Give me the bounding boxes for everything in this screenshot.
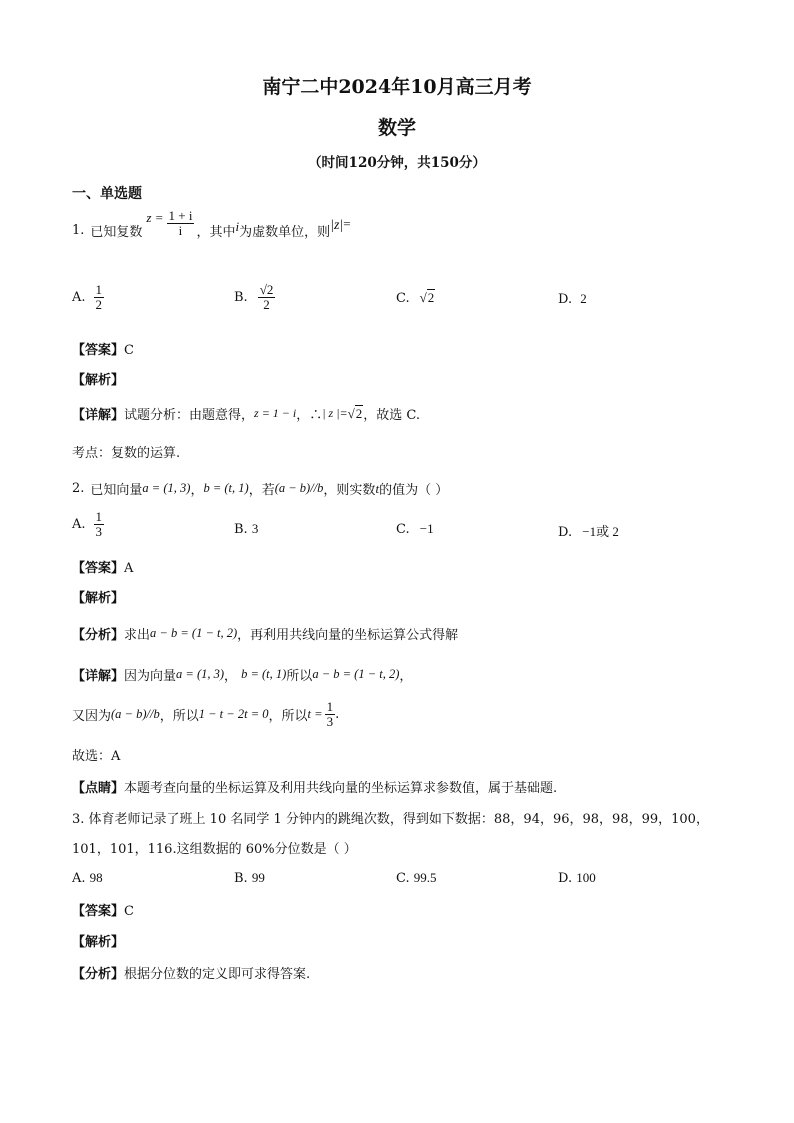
sqrt: √2: [347, 405, 363, 421]
fraction: $\frac{√2}{2}$: [259, 282, 274, 312]
detail-line-2: 又因为 (a − b)//b ，所以 1 − t − 2t = 0 ，所以 t = $\frac{1}{3}$ .: [72, 699, 340, 729]
question-number: 1.: [72, 222, 85, 238]
analysis-tag: 【解析】: [72, 373, 125, 388]
math-z: z =: [146, 210, 164, 226]
dianjing-line: 【点睛】本题考查向量的坐标运算及利用共线向量的坐标运算求参数值，属于基础题.: [72, 781, 558, 796]
page-title: 南宁二中2024年10月高三月考: [262, 76, 532, 98]
fenxi-line: 【分析】 求出 a − b = (1 − t, 2) ，再利用共线向量的坐标运算公式得解: [72, 626, 459, 643]
answer-line: 【答案】C: [72, 343, 134, 358]
question-3-line1: 3. 体育老师记录了班上 10 名同学 1 分钟内的跳绳次数，得到如下数据：88，94，96，98，98，99，100，: [72, 812, 709, 827]
fraction: $\frac{1 + i}{i}$: [168, 208, 193, 238]
answer-line: 【答案】C: [72, 904, 134, 919]
math-i: i: [235, 219, 240, 235]
question-1-stem: [72, 208, 351, 244]
option-a: A. $\frac{1}{3}$: [72, 509, 103, 539]
sqrt: √2: [419, 290, 435, 305]
fraction: $\frac{1}{3}$: [326, 699, 334, 729]
option-c: C. 99.5: [396, 870, 437, 886]
detail-line: 【详解】 试题分析：由题意得， z = 1 − i ，∴ | z |= √2 ，故选 C.: [72, 405, 421, 423]
answer-line: 【答案】A: [72, 561, 134, 576]
time-note: （时间120分钟，共150分）: [308, 155, 486, 171]
fenxi-line: 【分析】根据分位数的定义即可求得答案.: [72, 967, 311, 982]
analysis-tag: 【解析】: [72, 935, 125, 950]
subject-title: 数学: [377, 117, 416, 139]
option-d: D. 100: [558, 870, 596, 886]
question-2-stem: 2. 已知向量 a = (1, 3) ， b = (t, 1) ，若 (a − b)//b ，则实数 t 的值为（ ）: [72, 480, 449, 498]
option-d: D. 2: [558, 291, 587, 307]
section-heading: 一、单选题: [72, 186, 142, 202]
question-text: 已知复数: [90, 224, 143, 240]
question-3-line2: 101，101，116.这组数据的 60%分位数是（ ）: [72, 842, 357, 857]
question-text: ，其中: [196, 224, 236, 240]
option-b: B. 3: [234, 521, 259, 537]
fraction: $\frac{1}{2}$: [95, 282, 103, 312]
option-a: A. 98: [72, 870, 103, 886]
analysis-tag: 【解析】: [72, 591, 125, 606]
fraction: $\frac{1}{3}$: [95, 509, 103, 539]
option-a: A. $\frac{1}{2}$: [72, 282, 103, 312]
option-b: B. 99: [234, 870, 265, 886]
math-abs-z: |z|: [330, 218, 344, 234]
choose-line: 故选：A: [72, 749, 121, 764]
detail-line: 【详解】 因为向量 a = (1, 3) ， b = (t, 1) 所以 a − b = (1 − t, 2) ，: [72, 667, 413, 684]
option-d: D. −1或 2: [558, 524, 619, 540]
option-b: B. $\frac{√2}{2}$: [234, 282, 274, 312]
question-text: 为虚数单位，则: [239, 224, 331, 240]
option-c: C. √2: [396, 290, 435, 306]
question-number: 2.: [72, 481, 85, 496]
option-c: C. −1: [396, 521, 434, 537]
kaodian-line: 考点：复数的运算.: [72, 446, 181, 461]
math-eq: =: [343, 216, 351, 232]
